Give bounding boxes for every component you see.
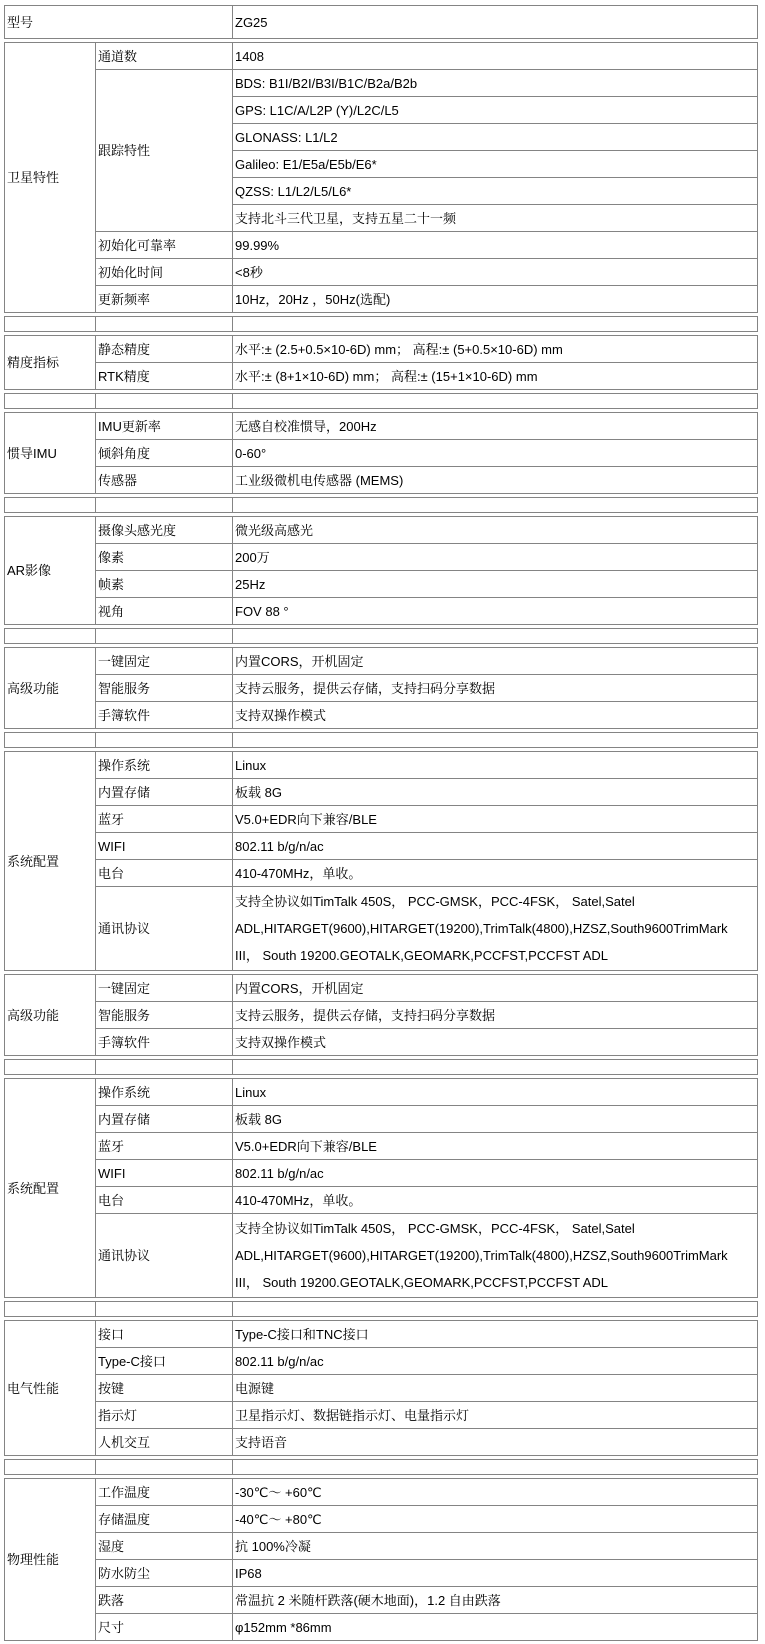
value-cell: 802.11 b/g/n/ac: [233, 1348, 758, 1375]
sections-host: [4, 42, 757, 1641]
value-cell: 工业级微机电传感器 (MEMS): [233, 467, 758, 494]
section-spacer: [4, 1459, 758, 1475]
param-cell: 视角: [96, 598, 233, 625]
value-cell: -30℃～ +60℃: [233, 1479, 758, 1506]
spec-section: [4, 1478, 758, 1641]
spec-section: [4, 1078, 758, 1298]
spec-section: [4, 647, 758, 729]
value-cell: 10Hz，20Hz ，50Hz(选配): [233, 286, 758, 313]
table-row: [5, 833, 758, 860]
spacer-cell: [96, 394, 233, 409]
spec-sheet: [4, 5, 757, 1641]
table-row: [5, 1187, 758, 1214]
section-spacer: [4, 1301, 758, 1317]
value-cell: 水平:± (8+1×10-6D) mm； 高程:± (15+1×10-6D) mm: [233, 363, 758, 390]
model-row-table: [4, 5, 758, 39]
param-cell: 湿度: [96, 1533, 233, 1560]
value-cell: 200万: [233, 544, 758, 571]
table-row: [5, 440, 758, 467]
param-cell: 初始化时间: [96, 259, 233, 286]
value-cell: V5.0+EDR向下兼容/BLE: [233, 806, 758, 833]
value-cell: 99.99%: [233, 232, 758, 259]
table-row: [5, 806, 758, 833]
value-cell: <8秒: [233, 259, 758, 286]
value-cell: 410-470MHz，单收。: [233, 1187, 758, 1214]
value-cell: GLONASS: L1/L2: [233, 124, 758, 151]
value-cell: 支持云服务，提供云存储，支持扫码分享数据: [233, 1002, 758, 1029]
table-row: [5, 1375, 758, 1402]
spec-section: [4, 335, 758, 390]
value-cell: -40℃～ +80℃: [233, 1506, 758, 1533]
group-cell: 精度指标: [5, 336, 96, 390]
table-row: [5, 779, 758, 806]
group-cell: 卫星特性: [5, 43, 96, 313]
param-cell: RTK精度: [96, 363, 233, 390]
group-cell: 系统配置: [5, 752, 96, 971]
group-cell: AR影像: [5, 517, 96, 625]
table-row: [5, 1029, 758, 1056]
value-cell: GPS: L1C/A/L2P (Y)/L2C/L5: [233, 97, 758, 124]
value-cell: 电源键: [233, 1375, 758, 1402]
param-cell: 防水防尘: [96, 1560, 233, 1587]
value-cell: Type-C接口和TNC接口: [233, 1321, 758, 1348]
section-spacer: [4, 316, 758, 332]
spacer-cell: [233, 733, 758, 748]
table-row: [5, 259, 758, 286]
spacer-cell: [233, 317, 758, 332]
spec-section: [4, 412, 758, 494]
table-row: [5, 232, 758, 259]
value-cell: 支持全协议如TimTalk 450S， PCC-GMSK，PCC-4FSK， Satel,Satel ADL,HITARGET(9600),HITARGET(19200),TrimTalk(4800),HZSZ,South9600TrimMark III， South 19200.GEOTALK,GEOMARK,PCCFST,PCCFST ADL: [233, 887, 758, 971]
param-cell: 接口: [96, 1321, 233, 1348]
table-row: [5, 517, 758, 544]
table-row: [5, 6, 758, 39]
table-row: [5, 860, 758, 887]
param-cell: 传感器: [96, 467, 233, 494]
param-cell: 存储温度: [96, 1506, 233, 1533]
spec-section: [4, 974, 758, 1056]
table-row: [5, 1533, 758, 1560]
table-row: [5, 70, 758, 97]
param-cell: 倾斜角度: [96, 440, 233, 467]
param-cell: 人机交互: [96, 1429, 233, 1456]
table-row: [5, 571, 758, 598]
spec-section: [4, 751, 758, 971]
spacer-cell: [96, 1060, 233, 1075]
table-row: [5, 1560, 758, 1587]
param-cell: 蓝牙: [96, 1133, 233, 1160]
param-cell: 静态精度: [96, 336, 233, 363]
value-cell: 25Hz: [233, 571, 758, 598]
param-cell: 一键固定: [96, 975, 233, 1002]
table-row: [5, 702, 758, 729]
table-row: [5, 1133, 758, 1160]
value-cell: 支持北斗三代卫星，支持五星二十一频: [233, 205, 758, 232]
value-cell: 1408: [233, 43, 758, 70]
table-row: [5, 413, 758, 440]
param-cell: 手簿软件: [96, 702, 233, 729]
value-cell: 抗 100%冷凝: [233, 1533, 758, 1560]
value-cell: QZSS: L1/L2/L5/L6*: [233, 178, 758, 205]
spacer-cell: [233, 1302, 758, 1317]
param-cell: 电台: [96, 860, 233, 887]
value-cell: 水平:± (2.5+0.5×10-6D) mm； 高程:± (5+0.5×10-6D) mm: [233, 336, 758, 363]
value-cell: 支持云服务，提供云存储，支持扫码分享数据: [233, 675, 758, 702]
section-spacer: [4, 1059, 758, 1075]
spacer-cell: [233, 629, 758, 644]
table-row: [5, 43, 758, 70]
value-cell: 支持双操作模式: [233, 1029, 758, 1056]
table-row: [5, 752, 758, 779]
value-cell: BDS: B1I/B2I/B3I/B1C/B2a/B2b: [233, 70, 758, 97]
param-cell: 蓝牙: [96, 806, 233, 833]
spacer-cell: [233, 1060, 758, 1075]
param-cell: 通道数: [96, 43, 233, 70]
param-cell: 一键固定: [96, 648, 233, 675]
table-row: [5, 975, 758, 1002]
section-spacer: [4, 497, 758, 513]
spacer-row: [5, 394, 758, 409]
table-row: [5, 1002, 758, 1029]
spacer-cell: [5, 1460, 96, 1475]
table-row: [5, 648, 758, 675]
param-cell: 操作系统: [96, 1079, 233, 1106]
table-row: [5, 1429, 758, 1456]
value-cell: 无感自校准惯导，200Hz: [233, 413, 758, 440]
table-row: [5, 1479, 758, 1506]
spacer-row: [5, 498, 758, 513]
spec-section: [4, 516, 758, 625]
table-row: [5, 1079, 758, 1106]
spacer-cell: [233, 498, 758, 513]
param-cell: 像素: [96, 544, 233, 571]
param-cell: 跟踪特性: [96, 70, 233, 232]
value-cell: φ152mm *86mm: [233, 1614, 758, 1641]
value-cell: IP68: [233, 1560, 758, 1587]
value-cell: 常温抗 2 米随杆跌落(硬木地面)，1.2 自由跌落: [233, 1587, 758, 1614]
spec-section: [4, 1320, 758, 1456]
value-cell: 802.11 b/g/n/ac: [233, 833, 758, 860]
section-spacer: [4, 628, 758, 644]
spacer-cell: [96, 733, 233, 748]
value-cell: V5.0+EDR向下兼容/BLE: [233, 1133, 758, 1160]
model-value-cell: ZG25: [233, 6, 758, 39]
spacer-row: [5, 1460, 758, 1475]
param-cell: 更新频率: [96, 286, 233, 313]
param-cell: 电台: [96, 1187, 233, 1214]
param-cell: 智能服务: [96, 1002, 233, 1029]
param-cell: 智能服务: [96, 675, 233, 702]
table-row: [5, 1106, 758, 1133]
spacer-row: [5, 317, 758, 332]
spacer-cell: [5, 317, 96, 332]
group-cell: 系统配置: [5, 1079, 96, 1298]
value-cell: Linux: [233, 752, 758, 779]
table-row: [5, 1214, 758, 1298]
group-cell: 物理性能: [5, 1479, 96, 1641]
param-cell: IMU更新率: [96, 413, 233, 440]
table-row: [5, 1160, 758, 1187]
spacer-cell: [96, 317, 233, 332]
table-row: [5, 1348, 758, 1375]
param-cell: 按键: [96, 1375, 233, 1402]
spacer-cell: [233, 1460, 758, 1475]
param-cell: 跌落: [96, 1587, 233, 1614]
group-cell: 高级功能: [5, 648, 96, 729]
param-cell: 初始化可靠率: [96, 232, 233, 259]
spacer-row: [5, 1060, 758, 1075]
spacer-cell: [5, 1302, 96, 1317]
table-row: [5, 544, 758, 571]
spacer-cell: [96, 1460, 233, 1475]
param-cell: 摄像头感光度: [96, 517, 233, 544]
value-cell: 802.11 b/g/n/ac: [233, 1160, 758, 1187]
param-cell: Type-C接口: [96, 1348, 233, 1375]
value-cell: 支持语音: [233, 1429, 758, 1456]
group-cell: 惯导IMU: [5, 413, 96, 494]
table-row: [5, 598, 758, 625]
section-spacer: [4, 732, 758, 748]
section-spacer: [4, 393, 758, 409]
table-row: [5, 675, 758, 702]
table-row: [5, 467, 758, 494]
spacer-row: [5, 733, 758, 748]
value-cell: 410-470MHz，单收。: [233, 860, 758, 887]
spacer-cell: [5, 498, 96, 513]
param-cell: 操作系统: [96, 752, 233, 779]
param-cell: 尺寸: [96, 1614, 233, 1641]
value-cell: Linux: [233, 1079, 758, 1106]
spacer-row: [5, 629, 758, 644]
table-row: [5, 286, 758, 313]
model-label-cell: 型号: [5, 6, 233, 39]
table-row: [5, 1402, 758, 1429]
spacer-cell: [233, 394, 758, 409]
table-row: [5, 1321, 758, 1348]
spacer-cell: [5, 733, 96, 748]
spacer-cell: [5, 1060, 96, 1075]
param-cell: 内置存储: [96, 779, 233, 806]
value-cell: 支持全协议如TimTalk 450S， PCC-GMSK，PCC-4FSK， Satel,Satel ADL,HITARGET(9600),HITARGET(19200),TrimTalk(4800),HZSZ,South9600TrimMark III， South 19200.GEOTALK,GEOMARK,PCCFST,PCCFST ADL: [233, 1214, 758, 1298]
param-cell: 指示灯: [96, 1402, 233, 1429]
value-cell: 内置CORS，开机固定: [233, 975, 758, 1002]
value-cell: 板载 8G: [233, 779, 758, 806]
spacer-cell: [5, 629, 96, 644]
param-cell: 通讯协议: [96, 887, 233, 971]
param-cell: 内置存储: [96, 1106, 233, 1133]
spacer-cell: [5, 394, 96, 409]
spacer-cell: [96, 629, 233, 644]
value-cell: 卫星指示灯、数据链指示灯、电量指示灯: [233, 1402, 758, 1429]
spec-section: [4, 42, 758, 313]
param-cell: WIFI: [96, 1160, 233, 1187]
table-row: [5, 887, 758, 971]
param-cell: 通讯协议: [96, 1214, 233, 1298]
value-cell: Galileo: E1/E5a/E5b/E6*: [233, 151, 758, 178]
value-cell: FOV 88 °: [233, 598, 758, 625]
param-cell: 帧素: [96, 571, 233, 598]
value-cell: 内置CORS，开机固定: [233, 648, 758, 675]
table-row: [5, 336, 758, 363]
value-cell: 支持双操作模式: [233, 702, 758, 729]
spacer-cell: [96, 1302, 233, 1317]
spacer-cell: [96, 498, 233, 513]
value-cell: 板载 8G: [233, 1106, 758, 1133]
spacer-row: [5, 1302, 758, 1317]
param-cell: 手簿软件: [96, 1029, 233, 1056]
table-row: [5, 1614, 758, 1641]
param-cell: WIFI: [96, 833, 233, 860]
table-row: [5, 1587, 758, 1614]
group-cell: 高级功能: [5, 975, 96, 1056]
table-row: [5, 1506, 758, 1533]
param-cell: 工作温度: [96, 1479, 233, 1506]
value-cell: 微光级高感光: [233, 517, 758, 544]
group-cell: 电气性能: [5, 1321, 96, 1456]
value-cell: 0-60°: [233, 440, 758, 467]
table-row: [5, 363, 758, 390]
